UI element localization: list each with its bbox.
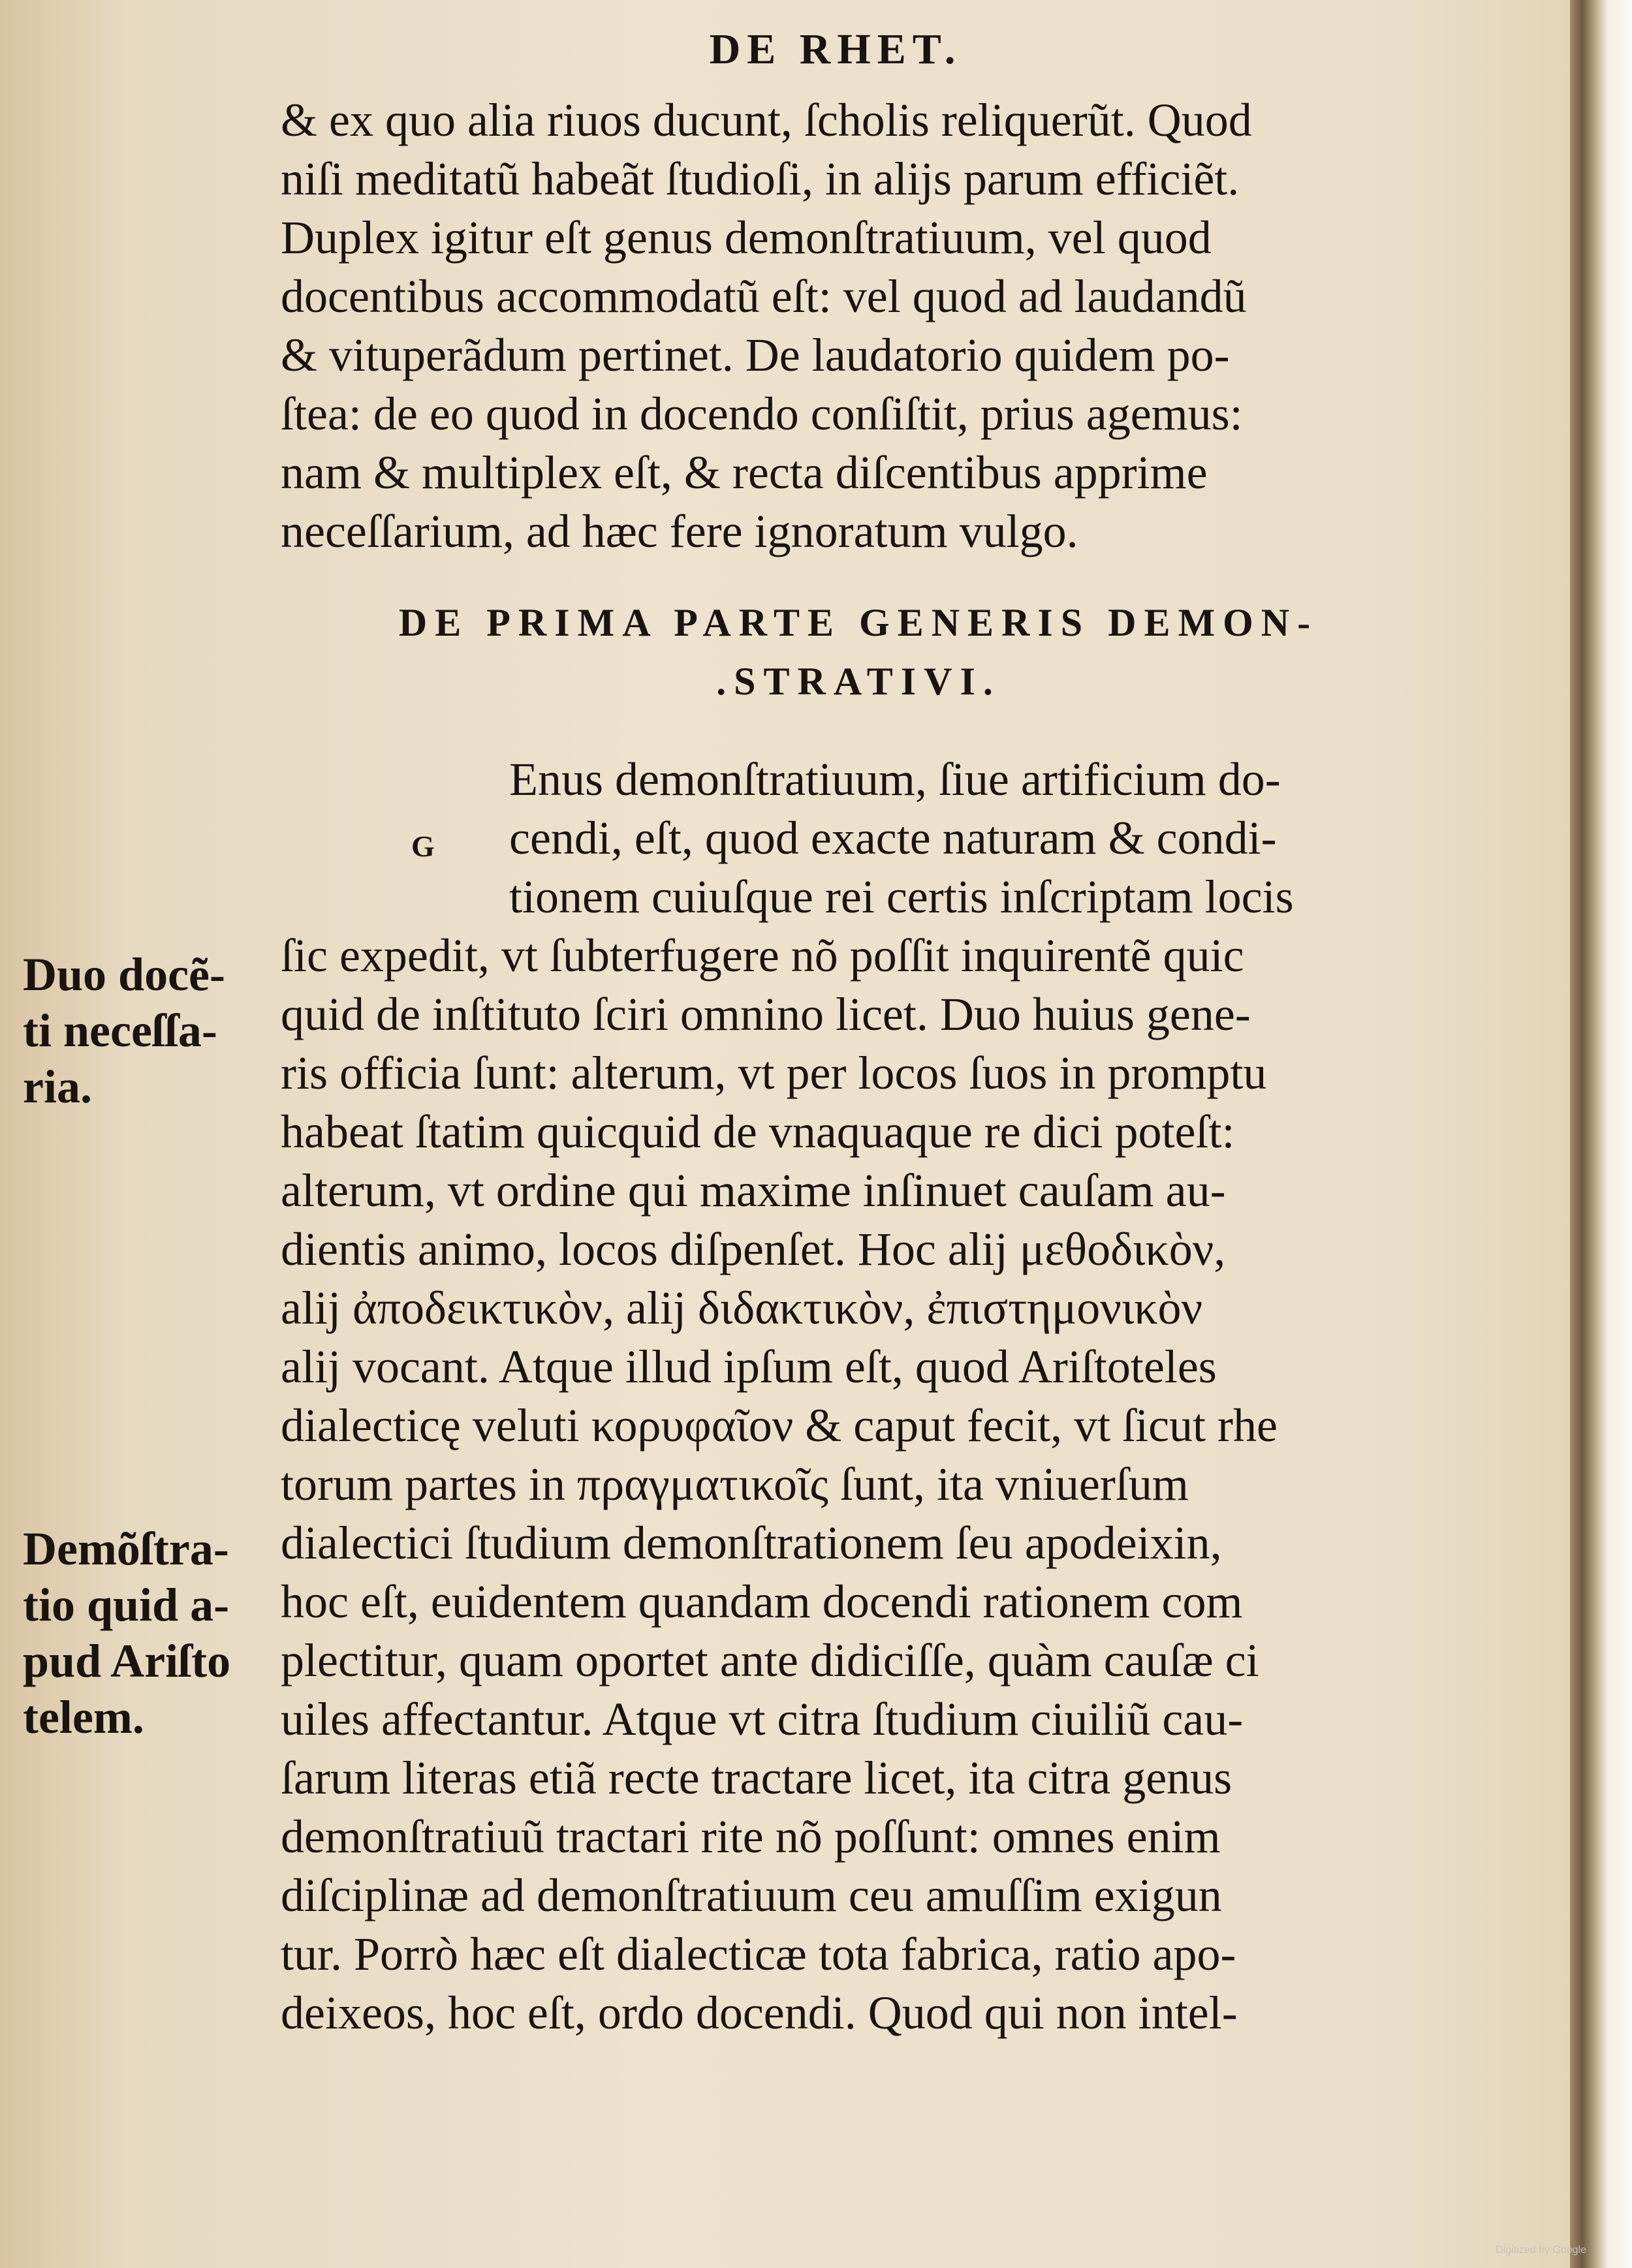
text-line: quid de inſtituto ſciri omnino licet. Duo huius gene- <box>281 988 1251 1040</box>
text-line: Duplex igitur eſt genus demonſtratiuum, vel quod <box>281 211 1212 264</box>
section-title-continued: .STRATIVI. <box>716 660 1001 703</box>
text-line: habeat ſtatim quicquid de vnaquaque re dici poteſt: <box>281 1106 1235 1158</box>
text-line: tionem cuiuſque rei certis inſcriptam locis <box>509 871 1294 923</box>
section-title: DE PRIMA PARTE GENERIS DEMON- <box>398 601 1319 644</box>
text-line: ſtea: de eo quod in docendo conſiſtit, prius agemus: <box>281 388 1243 440</box>
text-line: Enus demonſtratiuum, ſiue artificium do- <box>509 753 1281 805</box>
text-line: alij vocant. Atque illud ipſum eſt, quod Ariſtoteles <box>281 1341 1217 1393</box>
margin-note-line: ria. <box>23 1061 92 1113</box>
text-line: demonſtratiuũ tractari rite nõ poſſunt: omnes enim <box>281 1810 1221 1863</box>
text-line: alterum, vt ordine qui maxime inſinuet cauſam au- <box>281 1164 1226 1217</box>
margin-note-line: ti neceſſa- <box>23 1004 217 1057</box>
text-line: & vituperãdum pertinet. De laudatorio quidem po- <box>281 329 1230 381</box>
margin-note-line: telem. <box>23 1691 144 1743</box>
text-line: deixeos, hoc eſt, ordo docendi. Quod qui non intel- <box>281 1987 1238 2039</box>
text-line: dialecticę veluti κορυφαῖον & caput fecit, vt ſicut rhe <box>281 1399 1278 1452</box>
text-line: ſic expedit, vt ſubterfugere nõ poſſit inquirentẽ quic <box>281 929 1244 982</box>
margin-note-line: Demõſtra- <box>23 1523 229 1575</box>
text-line: dialectici ſtudium demonſtrationem ſeu apodeixin, <box>281 1517 1222 1569</box>
text-line: ris officia ſunt: alterum, vt per locos ſuos in promptu <box>281 1047 1267 1099</box>
text-line: neceſſarium, ad hæc fere ignoratum vulgo. <box>281 505 1078 557</box>
text-line: niſi meditatũ habeãt ſtudioſi, in alijs parum efficiẽt. <box>281 153 1240 205</box>
text-line: alij ἀποδεικτικὸν, alij διδακτικὸν, ἐπιστημονικὸν <box>281 1282 1203 1334</box>
text-line: plectitur, quam oportet ante didiciſſe, quàm cauſæ ci <box>281 1634 1259 1686</box>
text-line: torum partes in πραγματικοῖς ſunt, ita vniuerſum <box>281 1458 1189 1510</box>
digitization-watermark: Digitized by Google <box>1496 2245 1586 2256</box>
text-line: uiles affectantur. Atque vt citra ſtudium ciuiliũ cau- <box>281 1693 1244 1745</box>
margin-note-line: Duo docẽ- <box>23 948 225 1001</box>
drop-cap-letter: G <box>411 830 435 863</box>
text-line: & ex quo alia riuos ducunt, ſcholis reliquerũt. Quod <box>281 94 1252 146</box>
margin-note-line: pud Ariſto <box>23 1635 231 1687</box>
margin-note-line: tio quid a- <box>23 1579 230 1631</box>
text-line: hoc eſt, euidentem quandam docendi rationem com <box>281 1576 1243 1628</box>
text-line: tur. Porrò hæc eſt dialecticæ tota fabrica, ratio apo- <box>281 1928 1236 1980</box>
text-line: cendi, eſt, quod exacte naturam & condi- <box>509 812 1277 864</box>
book-gutter <box>1570 0 1632 2268</box>
text-line: docentibus accommodatũ eſt: vel quod ad laudandũ <box>281 270 1247 322</box>
text-line: ſarum literas etiã recte tractare licet, ita citra genus <box>281 1752 1232 1804</box>
text-line: diſciplinæ ad demonſtratiuum ceu amuſſim exigun <box>281 1869 1222 1921</box>
text-line: dientis animo, locos diſpenſet. Hoc alij μεθοδικὸν, <box>281 1223 1226 1275</box>
text-line: nam & multiplex eſt, & recta diſcentibus apprime <box>281 446 1208 499</box>
running-header: DE RHET. <box>709 25 962 73</box>
